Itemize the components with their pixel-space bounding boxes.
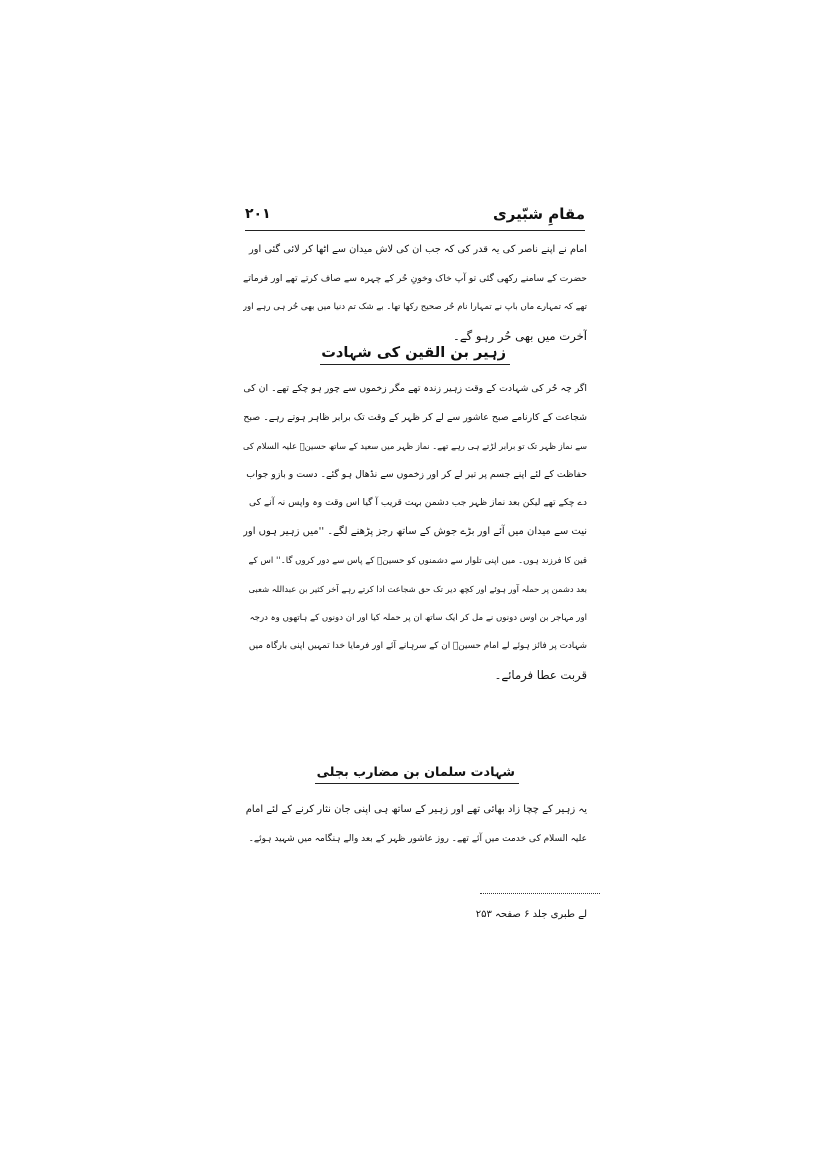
text-line: بعد دشمن پر حملہ آور ہوئے اور کچھ دیر تک حق شجاعت ادا کرتے رہے آخر کثیر بن عبداللہ شعبی bbox=[248, 584, 587, 595]
text-line: حفاظت کے لئے اپنے جسم پر تیر لے کر اور زخموں سے نڈھال ہو گئے۔ دست و بازو جواب bbox=[246, 468, 587, 480]
paragraph-salman bbox=[243, 796, 587, 853]
paragraph-zuhair bbox=[243, 375, 587, 690]
footnote-separator bbox=[480, 893, 600, 894]
text-line: تھے کہ تمہارے ماں باپ نے تمہارا نام حُر صحیح رکھا تھا۔ بے شک تم دنیا میں بھی حُر ہی رہے اور bbox=[243, 302, 587, 313]
text-line: شجاعت کے کارنامے صبح عاشور سے لے کر ظہر کے وقت تک برابر ظاہر ہوتے رہے۔ صبح bbox=[243, 411, 587, 423]
text-line: اگر چہ حُر کی شہادت کے وقت زہیر زندہ تھے مگر زخموں سے چور ہو چکے تھے۔ ان کی bbox=[243, 383, 587, 394]
text-line: آخرت میں بھی حُر رہو گے۔ bbox=[453, 328, 587, 343]
text-line: نیت سے میدان میں آئے اور بڑے جوش کے ساتھ رجز پڑھنے لگے۔ ''میں زہیر ہوں اور bbox=[243, 525, 587, 537]
section-heading-salman: شہادت سلمان بن مضارب بجلی bbox=[315, 764, 519, 784]
text-line: یہ زہیر کے چچا زاد بھائی تھے اور زہیر کے ساتھ ہی اپنی جان نثار کرنے کے لئے امام bbox=[245, 804, 587, 815]
footnote: لے طبری جلد ۶ صفحہ ۲۵۳ bbox=[475, 909, 587, 920]
page-number: ۲۰۱ bbox=[245, 206, 271, 222]
text-line: حضرت کے سامنے رکھی گئی تو آپ خاک وخونِ حُر کے چہرہ سے صاف کرتے تھے اور فرماتے bbox=[243, 272, 587, 284]
text-line: قین کا فرزند ہوں۔ میں اپنی تلوار سے دشمنوں کو حسینؑ کے پاس سے دور کروں گا۔'' اس کے bbox=[248, 555, 587, 566]
text-line: اور مہاجر بن اوس دونوں نے مل کر ایک ساتھ ان پر حملہ کیا اور ان دونوں کے ہاتھوں وہ درجہ bbox=[249, 612, 587, 623]
text-line: دے چکے تھے لیکن بعد نماز ظہر جب دشمن بہت قریب آ گیا اس وقت وہ واپس نہ آنے کی bbox=[248, 497, 587, 509]
page-header bbox=[245, 200, 585, 228]
paragraph-hurr-honor bbox=[243, 236, 587, 350]
header-rule bbox=[245, 230, 585, 231]
section-heading-zuhair: زہیر بن القین کی شہادت bbox=[320, 344, 510, 365]
text-line: امام نے اپنے ناصر کی یہ قدر کی کہ جب ان کی لاش میدان سے اٹھا کر لائی گئی اور bbox=[249, 244, 587, 255]
text-line: شہادت پر فائز ہوئے لے امام حسینؑ ان کے سرہانے آئے اور فرمایا خدا تمہیں اپنی بارگاہ میں bbox=[248, 641, 587, 652]
text-line: سے نماز ظہر تک تو برابر لڑتے ہی رہے تھے۔ نماز ظہر میں سعید کے ساتھ حسینؑ علیہ السلام کی bbox=[243, 441, 587, 452]
book-title: مقامِ شبّیری bbox=[492, 205, 585, 223]
text-line: قربت عطا فرمائے۔ bbox=[494, 667, 587, 682]
text-line: علیہ السلام کی خدمت میں آئے تھے۔ روز عاشور ظہر کے بعد والے ہنگامہ میں شہید ہوئے۔ bbox=[248, 833, 587, 844]
